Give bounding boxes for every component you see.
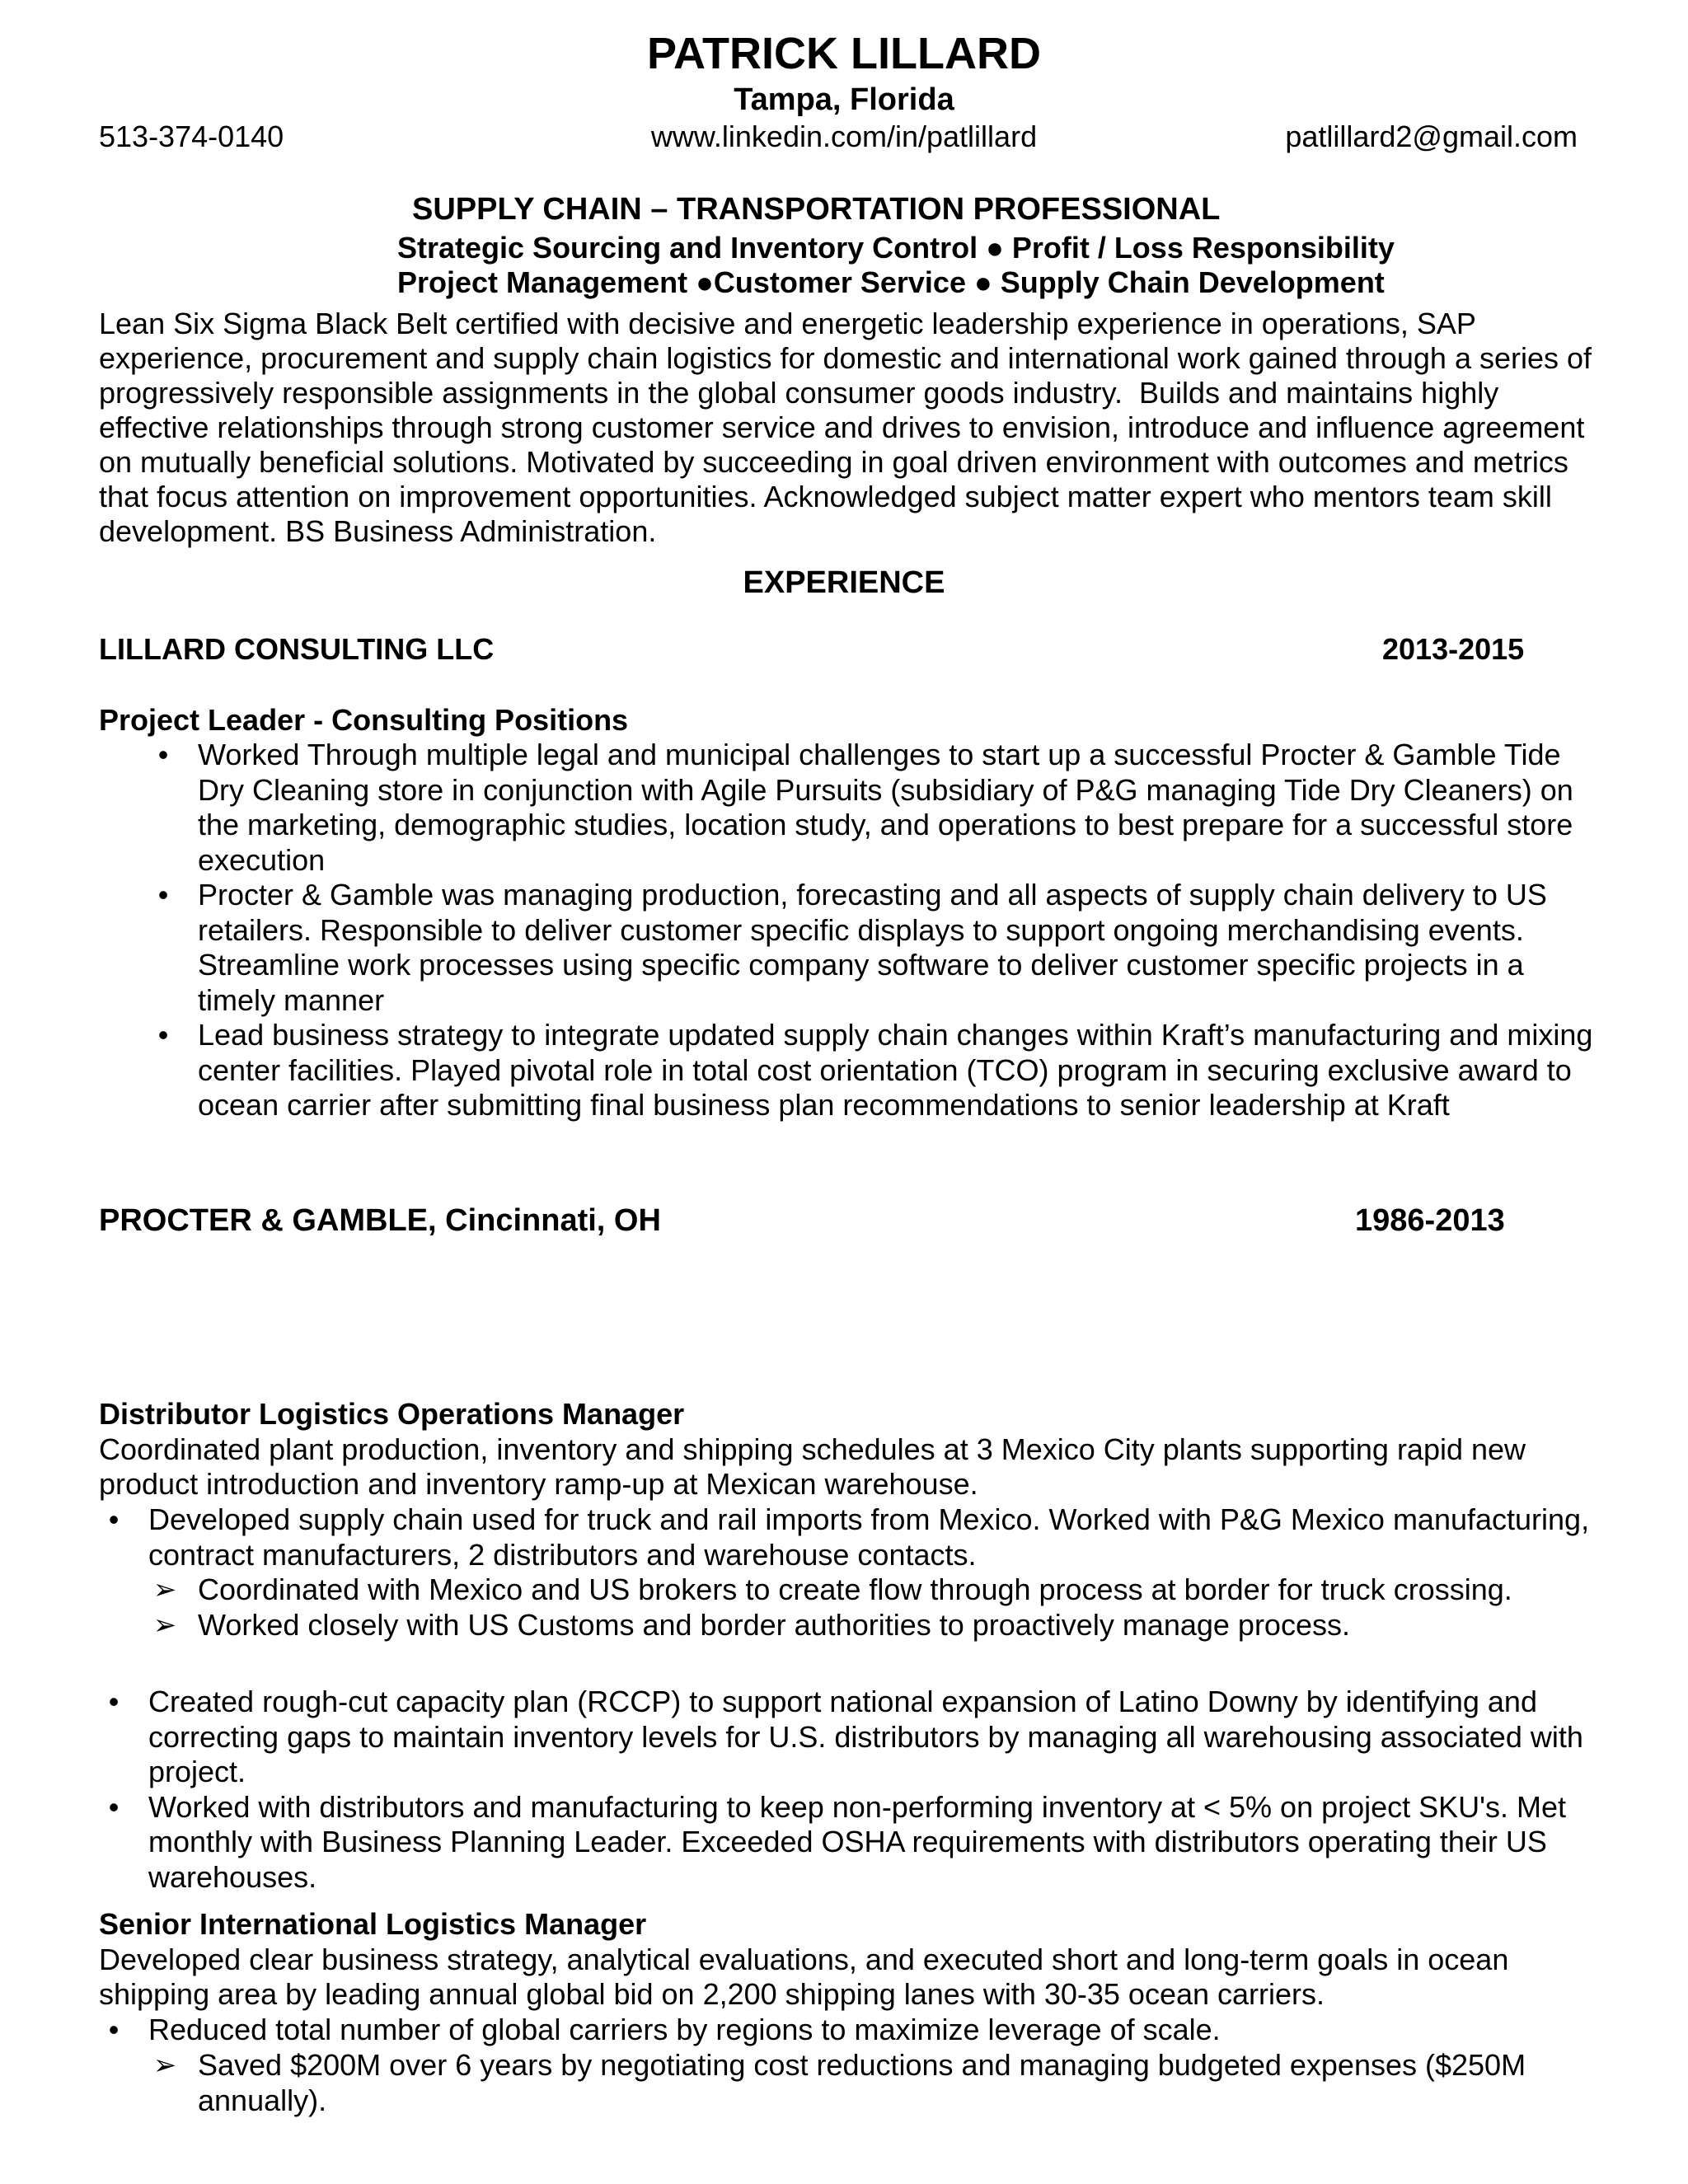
email-address[interactable]: patlillard2@gmail.com bbox=[1285, 120, 1578, 153]
arrow-bullet-icon: ➢ bbox=[152, 1609, 177, 1641]
job1-bullet-text: Lead business strategy to integrate updated supply chain changes within Kraft’s manufacturing and mixing center facilities. Played pivotal role in total cost orientation (TCO) program in securing exclusive award to ocean carrier after submitting final business plan recommendations to senior leadership at Kraft bbox=[198, 1018, 1593, 1122]
experience-heading: EXPERIENCE bbox=[743, 565, 945, 600]
list-item bbox=[108, 1685, 1599, 1790]
linkedin-url[interactable]: www.linkedin.com/in/patlillard bbox=[650, 120, 1038, 153]
role1-bullet-list-b bbox=[108, 1685, 1599, 1895]
list-item bbox=[152, 2048, 1599, 2118]
role1-sub-bullet-list bbox=[152, 1572, 1599, 1643]
role1-summary: Coordinated plant production, inventory and shipping schedules at 3 Mexico City plants supporting rapid new product introduction and inventory ramp-up at Mexican warehouse. bbox=[99, 1432, 1526, 1501]
role2-summary: Developed clear business strategy, analytical evaluations, and executed short and long-term goals in ocean shipping area by leading annual global bid on 2,200 shipping lanes with 30-35 ocean carriers. bbox=[99, 1943, 1509, 2011]
arrow-bullet-icon: ➢ bbox=[152, 2050, 177, 2081]
bullet-dot: • bbox=[157, 1018, 169, 1052]
role1-sub-bullet-text: Coordinated with Mexico and US brokers to create flow through process at border for truck crossing. bbox=[198, 1572, 1512, 1606]
candidate-name: PATRICK LILLARD bbox=[647, 29, 1041, 78]
job2-company-name: PROCTER & GAMBLE, bbox=[99, 1203, 437, 1238]
arrow-bullet-icon: ➢ bbox=[152, 1574, 177, 1605]
role2-title: Senior International Logistics Manager bbox=[99, 1907, 647, 1941]
bullet-dot: • bbox=[108, 2013, 120, 2046]
role1-bullet-list-a bbox=[108, 1502, 1599, 1572]
role1-bullet-text: Developed supply chain used for truck and rail imports from Mexico. Worked with P&G Mexico manufacturing, contract manufacturers, 2 distributors and warehouse contacts. bbox=[148, 1502, 1590, 1572]
job2-company bbox=[99, 1203, 661, 1239]
bullet-dot: • bbox=[157, 738, 169, 771]
job1-bullet-list bbox=[157, 738, 1599, 1123]
job1-bullet-text: Worked Through multiple legal and municipal challenges to start up a successful Procter & Gamble Tide Dry Cleaning store in conjunction with Agile Pursuits (subsidiary of P&G managing Tide Dry Cleaners) on the marketing, demographic studies, location study, and operations to best prepare for a successful store execution bbox=[198, 738, 1573, 877]
role2-sub-bullet-list bbox=[152, 2048, 1599, 2118]
bullet-dot: • bbox=[108, 1685, 120, 1718]
list-item bbox=[157, 878, 1599, 1018]
list-item bbox=[108, 1789, 1599, 1896]
professional-summary: Lean Six Sigma Black Belt certified with decisive and energetic leadership experience in operations, SAP experience, procurement and supply chain logistics for domestic and international work gained through a series of progressively responsible assignments in the global consumer goods industry. Builds and maintains highly effective relationships through strong customer service and drives to envision, introduce and influence agreement on mutually beneficial solutions. Motivated by succeeding in goal driven environment with outcomes and metrics that focus attention on improvement opportunities. Acknowledged subject matter expert who mentors team skill development. BS Business Administration. bbox=[99, 307, 1592, 548]
list-item bbox=[152, 1607, 1599, 1643]
role2-bullet-list bbox=[108, 2013, 1599, 2048]
role2-bullet-text: Reduced total number of global carriers by regions to maximize leverage of scale. bbox=[148, 2013, 1221, 2046]
list-item bbox=[108, 2013, 1599, 2048]
job1-role: Project Leader - Consulting Positions bbox=[99, 703, 629, 737]
phone-number: 513-374-0140 bbox=[99, 120, 284, 153]
profile-title: SUPPLY CHAIN – TRANSPORTATION PROFESSIONAL bbox=[412, 192, 1221, 227]
list-item bbox=[157, 738, 1599, 878]
role2-sub-bullet-text: Saved $200M over 6 years by negotiating cost reductions and managing budgeted expenses ($250M annually). bbox=[198, 2048, 1526, 2117]
candidate-location: Tampa, Florida bbox=[734, 82, 954, 117]
job1-company: LILLARD CONSULTING LLC bbox=[99, 632, 495, 666]
skills-line-1: Strategic Sourcing and Inventory Control ● Profit / Loss Responsibility bbox=[397, 231, 1395, 265]
role1-bullet-text: Created rough-cut capacity plan (RCCP) to support national expansion of Latino Downy by identifying and correcting gaps to maintain inventory levels for U.S. distributors by managing all warehousing associated with project. bbox=[148, 1685, 1583, 1788]
role1-bullet-text: Worked with distributors and manufacturing to keep non-performing inventory at < 5% on project SKU's. Met monthly with Business Planning Leader. Exceeded OSHA requirements with distributors operating their US warehouses. bbox=[148, 1789, 1567, 1894]
role1-title: Distributor Logistics Operations Manager bbox=[99, 1397, 685, 1431]
job1-bullet-text: Procter & Gamble was managing production, forecasting and all aspects of supply chain delivery to US retailers. Responsible to deliver customer specific displays to support ongoing merchandising events. Streamline work processes using specific company software to deliver customer specific projects in a timely manner bbox=[198, 878, 1547, 1017]
role1-sub-bullet-text: Worked closely with US Customs and border authorities to proactively manage process. bbox=[198, 1607, 1350, 1642]
bullet-dot: • bbox=[157, 878, 169, 912]
job2-company-location: Cincinnati, OH bbox=[436, 1203, 661, 1238]
list-item bbox=[152, 1572, 1599, 1608]
job2-dates: 1986-2013 bbox=[1355, 1203, 1505, 1238]
job1-dates: 2013-2015 bbox=[1382, 632, 1525, 666]
bullet-dot: • bbox=[108, 1789, 120, 1824]
list-item bbox=[108, 1502, 1599, 1572]
bullet-dot: • bbox=[108, 1502, 120, 1536]
list-item bbox=[157, 1018, 1599, 1123]
skills-line-2: Project Management ●Customer Service ● Supply Chain Development bbox=[397, 265, 1385, 299]
